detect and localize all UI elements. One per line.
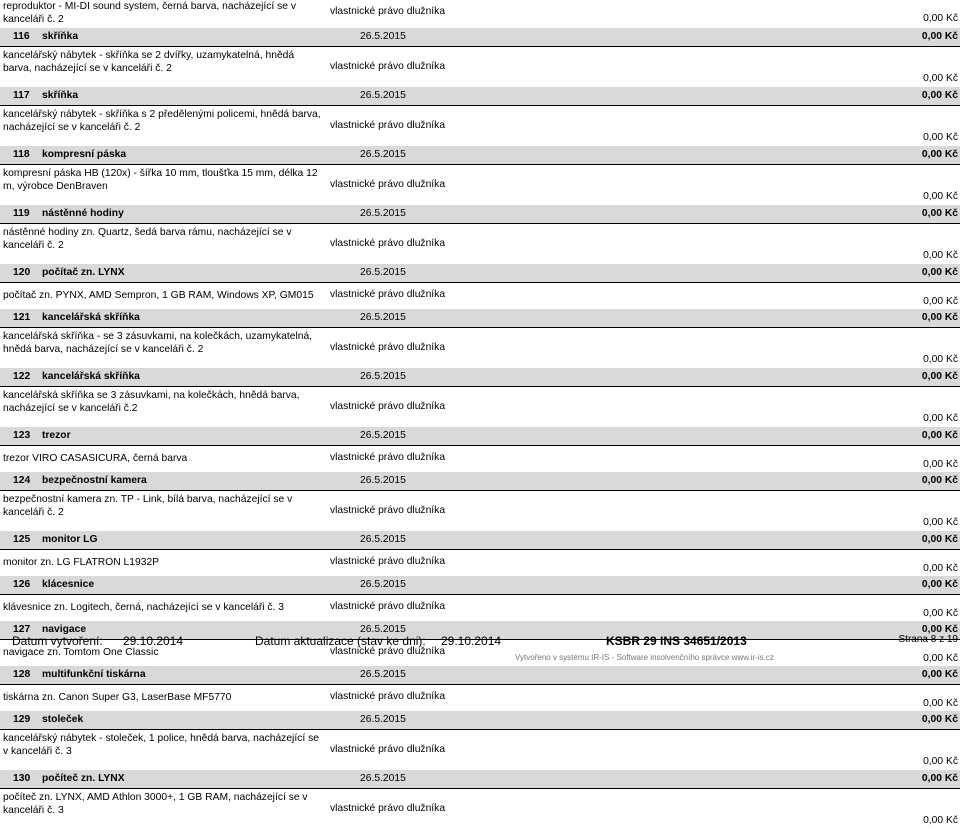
description-text: kompresní páska HB (120x) - šířka 10 mm, tloušťka 15 mm, délka 12 m, výrobce DenBraven <box>3 168 318 192</box>
item-name: počítač zn. LYNX <box>42 267 125 278</box>
software-credit: Vytvořeno v systému IR-IS - Software insolvenčního správce www.ir-is.cz <box>515 653 774 662</box>
item-amount: 0,00 Kč <box>921 669 958 680</box>
item-amount: 0,00 Kč <box>921 208 958 219</box>
description-amount: 0,00 Kč <box>923 413 958 424</box>
description-amount: 0,00 Kč <box>923 13 958 24</box>
item-block <box>0 576 960 621</box>
item-amount: 0,00 Kč <box>921 267 958 278</box>
description-text: tiskárna zn. Canon Super G3, LaserBase MF5770 <box>3 692 232 703</box>
item-amount: 0,00 Kč <box>921 534 958 545</box>
item-number: 119 <box>13 208 30 219</box>
item-date: 26.5.2015 <box>360 90 406 101</box>
description-text: monitor zn. LG FLATRON L1932P <box>3 557 160 568</box>
ownership-right: vlastnické právo dlužníka <box>330 601 446 612</box>
item-amount: 0,00 Kč <box>921 714 958 725</box>
item-date: 26.5.2015 <box>360 475 406 486</box>
description-text: nástěnné hodiny zn. Quartz, šedá barva rámu, nacházející se v kanceláři č. 2 <box>3 227 292 251</box>
item-amount: 0,00 Kč <box>921 312 958 323</box>
item-number: 116 <box>13 31 30 42</box>
description-amount: 0,00 Kč <box>923 653 958 664</box>
item-block <box>0 87 960 146</box>
item-header-row <box>0 309 960 328</box>
updated-label: Datum aktualizace (stav ke dni): <box>255 634 426 648</box>
item-header-row <box>0 205 960 224</box>
item-description-row <box>0 685 960 711</box>
updated-value: 29.10.2014 <box>441 634 502 648</box>
ownership-right: vlastnické právo dlužníka <box>330 401 446 412</box>
page-footer <box>0 628 960 663</box>
item-date: 26.5.2015 <box>360 624 406 635</box>
item-number: 117 <box>13 90 30 101</box>
item-date: 26.5.2015 <box>360 579 406 590</box>
item-amount: 0,00 Kč <box>921 149 958 160</box>
item-date: 26.5.2015 <box>360 371 406 382</box>
item-number: 126 <box>13 579 31 590</box>
case-number: KSBR 29 INS 34651/2013 <box>606 634 747 648</box>
description-text: reproduktor - MI-DI sound system, černá barva, nacházející se v kanceláři č. 2 <box>3 1 297 25</box>
item-header-row <box>0 576 960 595</box>
ownership-right: vlastnické právo dlužníka <box>330 556 446 567</box>
description-amount: 0,00 Kč <box>923 296 958 307</box>
item-header-row <box>0 87 960 106</box>
item-header-row <box>0 711 960 730</box>
description-text: kancelářský nábytek - stoleček, 1 police, hnědá barva, nacházející se v kanceláři č. 3 <box>3 733 319 757</box>
ownership-right: vlastnické právo dlužníka <box>330 238 446 249</box>
item-header-row <box>0 531 960 550</box>
created-value: 29.10.2014 <box>123 634 184 648</box>
ownership-right: vlastnické právo dlužníka <box>330 744 446 755</box>
item-block <box>0 711 960 770</box>
item-number: 127 <box>13 624 31 635</box>
item-name: kancelářská skříňka <box>42 312 140 323</box>
item-description-row <box>0 165 960 205</box>
item-number: 121 <box>13 312 31 323</box>
item-header-row <box>0 770 960 789</box>
item-name: bezpečnostní kamera <box>42 475 147 486</box>
description-amount: 0,00 Kč <box>923 563 958 574</box>
item-amount: 0,00 Kč <box>921 430 958 441</box>
item-date: 26.5.2015 <box>360 430 406 441</box>
item-description-row <box>0 328 960 368</box>
item-description-row <box>0 106 960 146</box>
description-text: trezor VIRO CASASICURA, černá barva <box>3 453 188 464</box>
item-block <box>0 264 960 309</box>
item-date: 26.5.2015 <box>360 149 406 160</box>
item-name: multifunkční tiskárna <box>42 669 146 680</box>
ownership-right: vlastnické právo dlužníka <box>330 646 446 657</box>
description-amount: 0,00 Kč <box>923 354 958 365</box>
ownership-right: vlastnické právo dlužníka <box>330 179 446 190</box>
item-block <box>0 146 960 205</box>
description-amount: 0,00 Kč <box>923 191 958 202</box>
description-amount: 0,00 Kč <box>923 815 958 826</box>
item-date: 26.5.2015 <box>360 534 406 545</box>
description-text: bezpečnostní kamera zn. TP - Link, bílá barva, nacházející se v kanceláři č. 2 <box>3 494 293 518</box>
item-description-row <box>0 491 960 531</box>
ownership-right: vlastnické právo dlužníka <box>330 6 446 17</box>
ownership-right: vlastnické právo dlužníka <box>330 452 446 463</box>
item-name: navigace <box>42 624 87 635</box>
item-amount: 0,00 Kč <box>921 31 958 42</box>
item-header-row <box>0 368 960 387</box>
item-list <box>0 28 960 829</box>
description-amount: 0,00 Kč <box>923 250 958 261</box>
item-header-row <box>0 28 960 47</box>
description-amount: 0,00 Kč <box>923 698 958 709</box>
item-amount: 0,00 Kč <box>921 624 958 635</box>
item-name: počíteč zn. LYNX <box>42 773 125 784</box>
ownership-right: vlastnické právo dlužníka <box>330 289 446 300</box>
item-block <box>0 427 960 472</box>
ownership-right: vlastnické právo dlužníka <box>330 691 446 702</box>
item-name: kancelářská skříňka <box>42 371 140 382</box>
description-text: počíteč zn. LYNX, AMD Athlon 3000+, 1 GB RAM, nacházející se v kanceláři č. 3 <box>3 792 308 816</box>
item-name: klácesnice <box>42 579 95 590</box>
item-number: 118 <box>13 149 30 160</box>
item-number: 130 <box>13 773 31 784</box>
item-description-row <box>0 789 960 829</box>
description-text: kancelářský nábytek - skříňka s 2 předělenými policemi, hnědá barva, nacházející se v kanceláři č. 2 <box>3 109 321 133</box>
item-description-row <box>0 446 960 472</box>
item-description-row <box>0 47 960 87</box>
item-date: 26.5.2015 <box>360 312 406 323</box>
description-text: navigace zn. Tomtom One Classic <box>3 647 159 658</box>
description-amount: 0,00 Kč <box>923 459 958 470</box>
ownership-right: vlastnické právo dlužníka <box>330 803 446 814</box>
top-item-description <box>0 0 960 28</box>
item-number: 125 <box>13 534 31 545</box>
item-description-row <box>0 224 960 264</box>
item-block <box>0 28 960 87</box>
item-number: 123 <box>13 430 31 441</box>
item-number: 122 <box>13 371 31 382</box>
description-amount: 0,00 Kč <box>923 73 958 84</box>
item-number: 120 <box>13 267 31 278</box>
created-label: Datum vytvoření: <box>12 634 103 648</box>
item-block <box>0 770 960 829</box>
item-header-row <box>0 666 960 685</box>
ownership-right: vlastnické právo dlužníka <box>330 505 446 516</box>
item-block <box>0 472 960 531</box>
ownership-right: vlastnické právo dlužníka <box>330 120 446 131</box>
item-number: 129 <box>13 714 31 725</box>
item-description-row <box>0 387 960 427</box>
item-block <box>0 205 960 264</box>
item-name: trezor <box>42 430 71 441</box>
item-name: nástěnné hodiny <box>42 208 124 219</box>
item-description-row <box>0 730 960 770</box>
item-name: skříňka <box>42 90 79 101</box>
description-text: počítač zn. PYNX, AMD Sempron, 1 GB RAM, Windows XP, GM015 <box>3 290 314 301</box>
item-header-row <box>0 264 960 283</box>
item-amount: 0,00 Kč <box>921 475 958 486</box>
description-text: klávesnice zn. Logitech, černá, nacházející se v kanceláři č. 3 <box>3 602 285 613</box>
item-description-row <box>0 595 960 621</box>
item-amount: 0,00 Kč <box>921 579 958 590</box>
description-text: kancelářská skříňka - se 3 zásuvkami, na kolečkách, uzamykatelná, hnědá barva, nacházející se v kanceláři č. 2 <box>3 331 313 355</box>
description-text: kancelářská skříňka se 3 zásuvkami, na kolečkách, hnědá barva, nacházející se v kanceláři č.2 <box>3 390 300 414</box>
item-header-row <box>0 427 960 446</box>
item-date: 26.5.2015 <box>360 773 406 784</box>
item-block <box>0 531 960 576</box>
item-name: skříňka <box>42 31 79 42</box>
item-date: 26.5.2015 <box>360 208 406 219</box>
item-date: 26.5.2015 <box>360 31 406 42</box>
item-description-row <box>0 283 960 309</box>
description-amount: 0,00 Kč <box>923 608 958 619</box>
ownership-right: vlastnické právo dlužníka <box>330 342 446 353</box>
item-block <box>0 666 960 711</box>
ownership-right: vlastnické právo dlužníka <box>330 61 446 72</box>
item-name: kompresní páska <box>42 149 127 160</box>
item-name: stoleček <box>42 714 84 725</box>
page-number: Strana 8 z 19 <box>898 634 958 645</box>
item-amount: 0,00 Kč <box>921 773 958 784</box>
item-number: 128 <box>13 669 31 680</box>
item-header-row <box>0 472 960 491</box>
item-date: 26.5.2015 <box>360 714 406 725</box>
item-date: 26.5.2015 <box>360 267 406 278</box>
item-amount: 0,00 Kč <box>921 90 958 101</box>
item-block <box>0 309 960 368</box>
item-block <box>0 368 960 427</box>
item-header-row <box>0 146 960 165</box>
item-date: 26.5.2015 <box>360 669 406 680</box>
description-amount: 0,00 Kč <box>923 132 958 143</box>
item-name: monitor LG <box>42 534 98 545</box>
description-text: kancelářský nábytek - skříňka se 2 dvířky, uzamykatelná, hnědá barva, nacházející se v kanceláři č. 2 <box>3 50 295 74</box>
description-amount: 0,00 Kč <box>923 517 958 528</box>
item-number: 124 <box>13 475 31 486</box>
item-description-row <box>0 550 960 576</box>
item-amount: 0,00 Kč <box>921 371 958 382</box>
description-amount: 0,00 Kč <box>923 756 958 767</box>
